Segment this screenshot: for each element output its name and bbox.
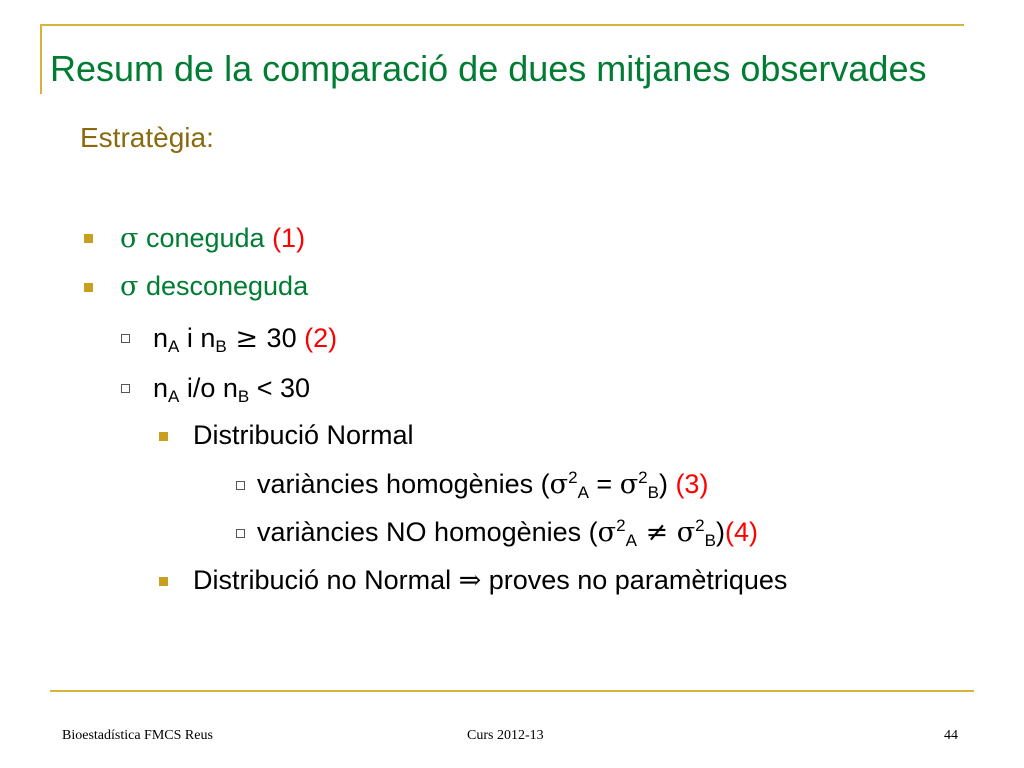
page-number: 44 (944, 728, 958, 743)
subscript-a: A (168, 387, 180, 406)
item-text: ) (658, 469, 676, 499)
subscript-a: A (168, 337, 180, 356)
equals-symbol: = (588, 469, 620, 499)
sigma-symbol: σ (120, 223, 139, 254)
item-text: coneguda (138, 223, 273, 253)
square-bullet-icon (84, 234, 93, 243)
sigma-symbol: σ (597, 517, 617, 548)
item-text: i n (179, 323, 216, 353)
not-equal-symbol: ≠ (636, 517, 677, 548)
item-small-samples (153, 370, 310, 406)
hollow-square-bullet-icon (236, 529, 245, 538)
item-text: i/o n (179, 373, 238, 403)
subscript-b: B (647, 483, 659, 502)
item-homogeneous-variances (257, 466, 708, 503)
item-normal-distribution: Distribució Normal (193, 420, 414, 450)
item-non-normal-distribution (193, 562, 787, 599)
hollow-square-bullet-icon (121, 334, 130, 343)
item-text: ) (715, 517, 725, 547)
item-text: proves no paramètriques (481, 565, 788, 595)
threshold-value: 30 (266, 323, 305, 353)
subscript-a: A (577, 483, 589, 502)
item-sigma-unknown (120, 268, 308, 305)
item-text: variàncies NO homogènies ( (257, 517, 598, 547)
n-symbol: n (153, 373, 169, 403)
square-bullet-icon (159, 432, 168, 441)
hollow-square-bullet-icon (121, 384, 130, 393)
sigma-symbol: σ (619, 469, 639, 500)
footer-course-name: Bioestadística FMCS Reus (62, 728, 213, 743)
slide-subtitle: Estratègia: (80, 122, 214, 153)
reference-label: (4) (724, 517, 758, 547)
item-text: desconeguda (138, 271, 309, 301)
item-non-homogeneous-variances (257, 514, 758, 551)
implies-arrow-icon: ⇒ (458, 565, 482, 596)
item-text: Distribució no Normal (193, 565, 459, 595)
sigma-symbol: σ (549, 469, 569, 500)
square-bullet-icon (84, 283, 93, 292)
hollow-square-bullet-icon (236, 481, 245, 490)
n-symbol: n (153, 323, 169, 353)
slide-title: Resum de la comparació de dues mitjanes observades (50, 48, 927, 89)
footer-rule (50, 690, 974, 692)
item-sigma-known (120, 220, 305, 257)
item-text: variàncies homogènies ( (257, 469, 550, 499)
subscript-a: A (625, 531, 637, 550)
reference-label: (1) (272, 223, 306, 253)
subscript-b: B (237, 387, 250, 406)
subscript-b: B (704, 531, 716, 550)
sigma-symbol: σ (120, 271, 139, 302)
superscript-2: 2 (695, 516, 705, 535)
superscript-2: 2 (638, 468, 648, 487)
frame-left-rule (40, 24, 42, 94)
sigma-symbol: σ (676, 517, 696, 548)
footer-academic-year: Curs 2012-13 (467, 728, 544, 743)
frame-top-rule (40, 24, 964, 26)
reference-label: (3) (675, 469, 709, 499)
superscript-2: 2 (616, 516, 626, 535)
superscript-2: 2 (568, 468, 578, 487)
reference-label: (2) (304, 323, 338, 353)
item-large-samples (153, 320, 337, 357)
square-bullet-icon (159, 577, 168, 586)
threshold-value: < 30 (249, 373, 311, 403)
greater-equal-symbol: ≥ (226, 323, 267, 354)
subscript-b: B (215, 337, 227, 356)
